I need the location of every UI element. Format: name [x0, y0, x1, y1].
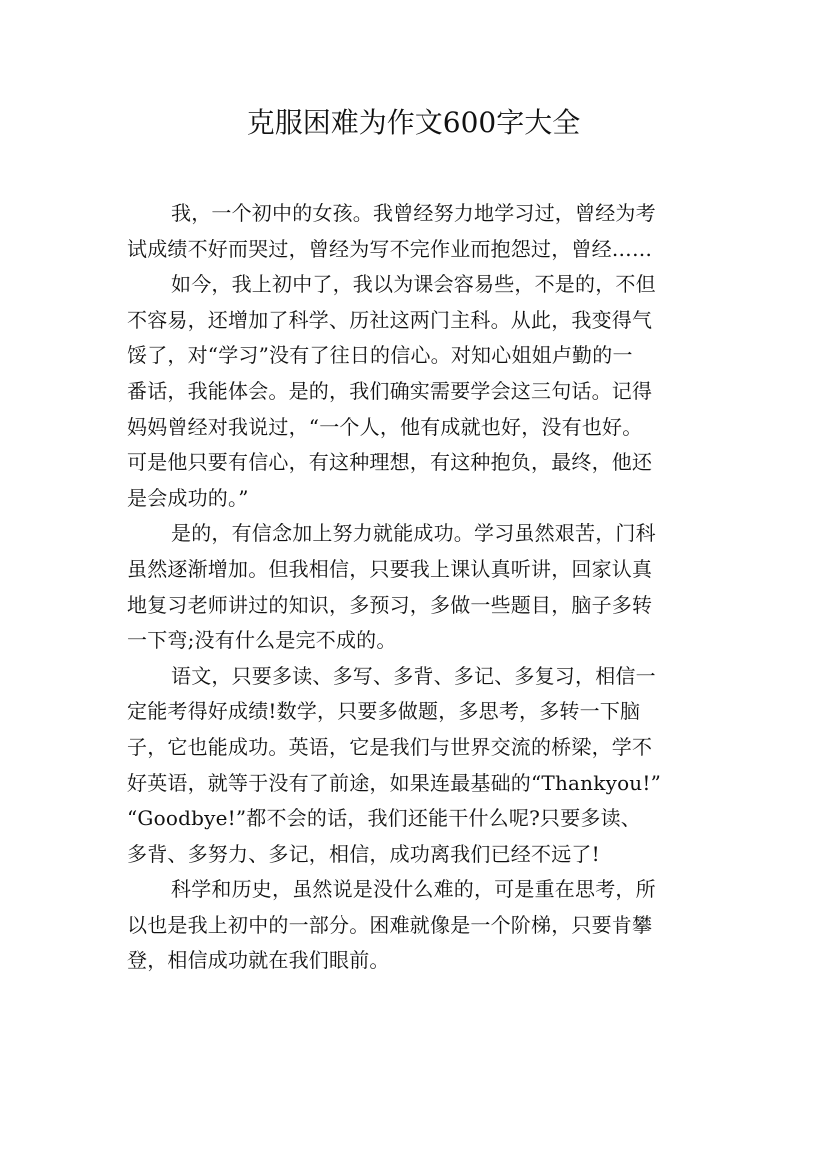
text-line: 不容易，还增加了科学、历社这两门主科。从此，我变得气: [127, 307, 653, 332]
document-title: 克服困难为作文600字大全: [246, 106, 581, 139]
text-line: 多背、多努力、多记，相信，成功离我们已经不远了!: [127, 841, 600, 866]
text-line: 我，一个初中的女孩。我曾经努力地学习过，曾经为考: [171, 201, 656, 225]
text-line: 番话，我能体会。是的，我们确实需要学会这三句话。记得: [127, 378, 653, 403]
text-line: 以也是我上初中的一部分。困难就像是一个阶梯，只要肯攀: [127, 912, 653, 937]
document-body: [127, 196, 703, 979]
text-line: 定能考得好成绩!数学，只要多做题，多思考，多转一下脑: [127, 699, 641, 724]
text-line: 如今，我上初中了，我以为课会容易些，不是的，不但: [171, 272, 656, 297]
text-line: 妈妈曾经对我说过，“一个人，他有成就也好，没有也好。: [127, 414, 643, 439]
text-line: 登，相信成功就在我们眼前。: [127, 948, 390, 973]
text-line: 语文，只要多读、多写、多背、多记、多复习，相信一: [171, 663, 656, 688]
text-line: 子，它也能成功。英语，它是我们与世界交流的桥梁，学不: [127, 734, 653, 759]
text-line: 馁了，对“学习”没有了往日的信心。对知心姐姐卢勤的一: [127, 343, 633, 368]
text-line: 好英语，就等于没有了前途，如果连最基础的“Thankyou!”: [127, 770, 662, 795]
text-line: “Goodbye!”都不会的话，我们还能干什么呢?只要多读、: [127, 806, 642, 831]
text-line: 虽然逐渐增加。但我相信，只要我上课认真听讲，回家认真: [127, 556, 653, 581]
text-line: 可是他只要有信心，有这种理想，有这种抱负，最终，他还: [127, 450, 653, 475]
text-line: 试成绩不好而哭过，曾经为写不完作业而抱怨过，曾经……: [127, 236, 653, 261]
text-line: 是的，有信念加上努力就能成功。学习虽然艰苦，门科: [171, 521, 656, 546]
text-line: 科学和历史，虽然说是没什么难的，可是重在思考，所: [171, 877, 656, 902]
text-line: 是会成功的。”: [127, 485, 249, 510]
text-line: 一下弯;没有什么是完不成的。: [127, 628, 397, 653]
text-line: 地复习老师讲过的知识，多预习，多做一些题目，脑子多转: [127, 592, 653, 617]
